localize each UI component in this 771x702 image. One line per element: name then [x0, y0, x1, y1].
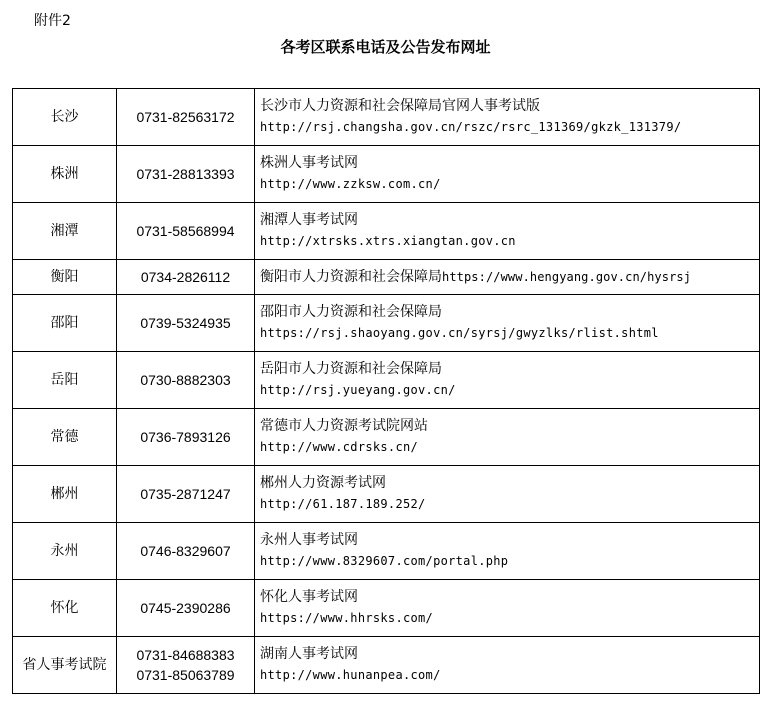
phone-cell [117, 295, 255, 352]
site-url-link[interactable]: https://www.hengyang.gov.cn/hysrsj [442, 269, 692, 284]
city-cell: 衡阳 [13, 260, 117, 295]
phone-cell [117, 409, 255, 466]
city-cell: 常德 [13, 409, 117, 466]
table-row [13, 523, 760, 580]
city-cell: 株洲 [13, 146, 117, 203]
site-name: 株洲人事考试网 [260, 155, 358, 171]
city-cell: 永州 [13, 523, 117, 580]
attachment-label: 附件2 [34, 13, 71, 29]
website-cell [255, 409, 760, 466]
table-row [13, 637, 760, 694]
city-cell: 长沙 [13, 89, 117, 146]
site-name: 岳阳市人力资源和社会保障局 [260, 361, 442, 377]
phone-cell [117, 466, 255, 523]
table-row [13, 295, 760, 352]
site-name: 怀化人事考试网 [260, 589, 358, 605]
phone-number: 0734-2826112 [140, 269, 231, 285]
phone-number: 0736-7893126 [140, 429, 231, 445]
phone-cell [117, 637, 255, 694]
table-row [13, 580, 760, 637]
website-cell [255, 203, 760, 260]
phone-number: 0731-58568994 [136, 223, 235, 239]
phone-cell [117, 89, 255, 146]
table-row [13, 352, 760, 409]
website-cell [255, 580, 760, 637]
website-cell [255, 146, 760, 203]
site-url-link[interactable]: http://61.187.189.252/ [260, 497, 426, 511]
phone-cell [117, 203, 255, 260]
site-name: 湘潭人事考试网 [260, 212, 358, 228]
table-row [13, 409, 760, 466]
website-cell [255, 637, 760, 694]
phone-number: 0730-8882303 [140, 372, 231, 388]
website-cell [255, 260, 760, 295]
site-url-link[interactable]: http://www.hunanpea.com/ [260, 668, 441, 682]
phone-number: 0731-84688383 [136, 647, 235, 663]
site-name: 永州人事考试网 [260, 532, 358, 548]
site-url-link[interactable]: https://www.hhrsks.com/ [260, 611, 434, 625]
phone-cell [117, 580, 255, 637]
site-url-link[interactable]: http://xtrsks.xtrs.xiangtan.gov.cn [260, 234, 516, 248]
site-name: 湖南人事考试网 [260, 646, 358, 662]
website-cell [255, 89, 760, 146]
phone-number: 0739-5324935 [140, 315, 231, 331]
table-row [13, 146, 760, 203]
site-url-link[interactable]: http://rsj.changsha.gov.cn/rszc/rsrc_131369/gkzk_131379/ [260, 120, 682, 134]
phone-number: 0731-82563172 [136, 109, 235, 125]
phone-cell [117, 523, 255, 580]
site-url-link[interactable]: https://rsj.shaoyang.gov.cn/syrsj/gwyzlks/rlist.shtml [260, 326, 659, 340]
city-cell: 邵阳 [13, 295, 117, 352]
website-cell [255, 523, 760, 580]
phone-cell [117, 260, 255, 295]
site-url-link[interactable]: http://www.cdrsks.cn/ [260, 440, 419, 454]
site-name: 常德市人力资源考试院网站 [260, 418, 428, 434]
site-url-link[interactable]: http://rsj.yueyang.gov.cn/ [260, 383, 456, 397]
city-cell: 湘潭 [13, 203, 117, 260]
website-cell [255, 295, 760, 352]
phone-number: 0735-2871247 [140, 486, 231, 502]
site-name: 郴州人力资源考试网 [260, 475, 386, 491]
contacts-table [12, 88, 760, 694]
city-cell: 郴州 [13, 466, 117, 523]
table-row [13, 203, 760, 260]
table-row [13, 260, 760, 295]
website-cell [255, 466, 760, 523]
phone-number: 0731-85063789 [136, 667, 235, 683]
phone-number: 0746-8329607 [140, 543, 231, 559]
city-cell: 省人事考试院 [13, 637, 117, 694]
city-cell: 怀化 [13, 580, 117, 637]
phone-cell [117, 352, 255, 409]
table-row [13, 89, 760, 146]
page-title: 各考区联系电话及公告发布网址 [280, 38, 491, 56]
phone-number: 0731-28813393 [136, 166, 235, 182]
website-cell [255, 352, 760, 409]
site-name: 长沙市人力资源和社会保障局官网人事考试版 [260, 98, 540, 114]
site-name: 衡阳市人力资源和社会保障局 [260, 268, 442, 285]
table-row [13, 466, 760, 523]
phone-number: 0745-2390286 [140, 600, 231, 616]
site-name: 邵阳市人力资源和社会保障局 [260, 304, 442, 320]
city-cell: 岳阳 [13, 352, 117, 409]
site-url-link[interactable]: http://www.8329607.com/portal.php [260, 554, 509, 568]
phone-cell [117, 146, 255, 203]
site-url-link[interactable]: http://www.zzksw.com.cn/ [260, 177, 441, 191]
